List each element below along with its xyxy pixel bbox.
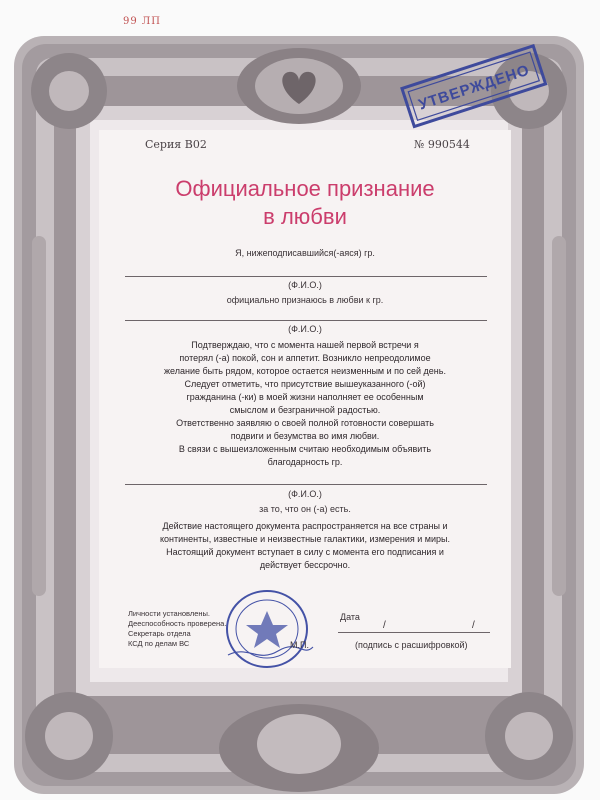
date-separator: / xyxy=(472,620,475,631)
body-line: Ответственно заявляю о своей полной готовности совершать xyxy=(176,418,434,428)
closing-line: континенты, известные и неизвестные галактики, измерения и миры. xyxy=(160,534,450,544)
body-line: потерял (-а) покой, сон и аппетит. Возникло непреодолимое xyxy=(179,353,431,363)
name-line-3 xyxy=(125,484,487,485)
approved-stamp xyxy=(400,44,550,136)
date-separator: / xyxy=(383,620,386,631)
body-line: благодарность гр. xyxy=(267,457,343,467)
body-line: смыслом и безграничной радостью. xyxy=(229,405,381,415)
closing-line: Настоящий документ вступает в силу с момента его подписания и xyxy=(166,547,444,557)
fio-caption-1: (Ф.И.О.) xyxy=(288,280,322,290)
body-line: Следует отметить, что присутствие вышеуказанного (-ой) xyxy=(184,379,426,389)
body-line: гражданина (-ки) в моей жизни наполняет ее особенным xyxy=(186,392,424,402)
body-line: подвиги и безумства во имя любви. xyxy=(230,431,380,441)
note-line: Личности установлены. xyxy=(128,609,211,618)
note-line: Секретарь отдела xyxy=(128,629,191,638)
name-line-1 xyxy=(125,276,487,277)
date-label: Дата xyxy=(340,612,360,622)
gratitude-text: за то, что он (-а) есть. xyxy=(259,504,351,514)
main-statement xyxy=(120,339,490,469)
corner-serial-number: 99 ЛП xyxy=(123,16,161,27)
closing-statement xyxy=(120,520,490,572)
series-label: Серия В02 xyxy=(145,138,207,151)
note-line: КСД по делам ВС xyxy=(128,639,190,648)
declarant-text: Я, нижеподписавшийся(-аяся) гр. xyxy=(235,248,375,258)
closing-line: действует бессрочно. xyxy=(259,560,351,570)
note-line: Дееспособность проверена. xyxy=(128,619,227,628)
fio-caption-2: (Ф.И.О.) xyxy=(288,324,322,334)
confess-text: официально признаюсь в любви к гр. xyxy=(226,295,384,305)
official-seal xyxy=(218,585,316,673)
document-title-line2: в любви xyxy=(263,204,347,229)
body-line: желание быть рядом, которое остается неизменным и по сей день. xyxy=(164,366,446,376)
body-line: Подтверждаю, что с момента нашей первой встречи я xyxy=(191,340,419,350)
document-title-line1: Официальное признание xyxy=(175,176,435,201)
stamp-place-label: М.П. xyxy=(290,640,309,650)
signature-line xyxy=(338,632,490,633)
fio-caption-3: (Ф.И.О.) xyxy=(288,489,322,499)
signature-caption: (подпись с расшифровкой) xyxy=(355,640,468,650)
stamp-text: УТВЕРЖДЕНО xyxy=(416,61,532,114)
closing-line: Действие настоящего документа распространяется на все страны и xyxy=(162,521,448,531)
name-line-2 xyxy=(125,320,487,321)
document-number: № 990544 xyxy=(414,138,470,151)
body-line: В связи с вышеизложенным считаю необходимым объявить xyxy=(178,444,432,454)
